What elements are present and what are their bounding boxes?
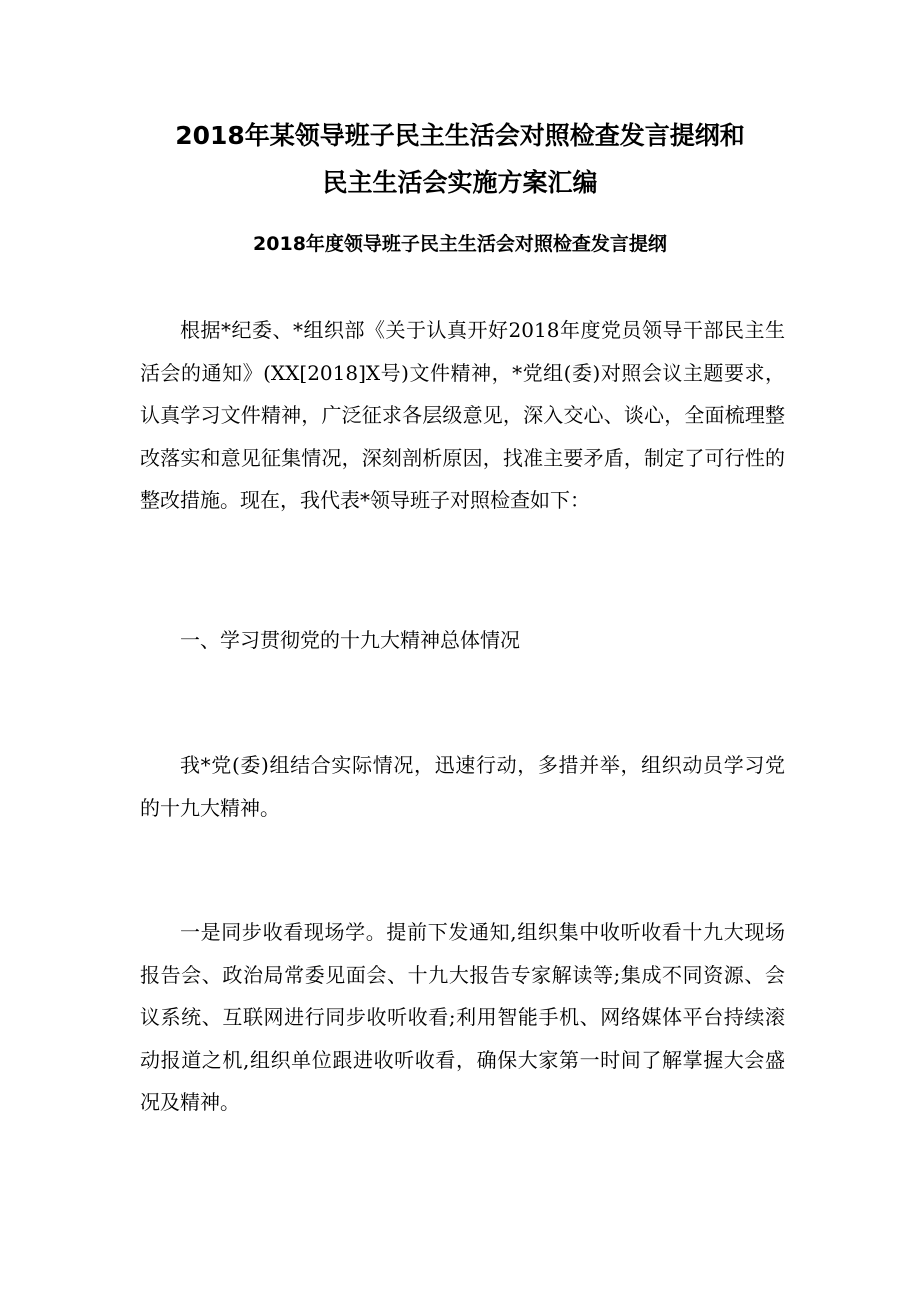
body-paragraph-1: 我*党(委)组结合实际情况，迅速行动，多措并举，组织动员学习党的十九大精神。 [140, 753, 785, 820]
document-title-line-1: 2018年某领导班子民主生活会对照检查发言提纲和 [175, 121, 745, 150]
document-title-line-2: 民主生活会实施方案汇编 [322, 168, 598, 197]
section-heading-1: 一、学习贯彻党的十九大精神总体情况 [180, 628, 520, 652]
document-subtitle: 2018年度领导班子民主生活会对照检查发言提纲 [253, 233, 667, 255]
body-paragraph-2: 一是同步收看现场学。提前下发通知,组织集中收听收看十九大现场报告会、政治局常委见面会、十九大报告专家解读等;集成不同资源、会议系统、互联网进行同步收听收看;利用智能手机、网络媒体平台持续滚动报道之机,组织单位跟进收听收看，确保大家第一时间了解掌握大会盛况及精神。 [140, 920, 785, 1114]
intro-paragraph: 根据*纪委、*组织部《关于认真开好2018年度党员领导干部民主生活会的通知》(XX[2018]X号)文件精神，*党组(委)对照会议主题要求，认真学习文件精神，广泛征求各层级意见，深入交心、谈心，全面梳理整改落实和意见征集情况，深刻剖析原因，找准主要矛盾，制定了可行性的整改措施。现在，我代表*领导班子对照检查如下： [140, 318, 785, 512]
